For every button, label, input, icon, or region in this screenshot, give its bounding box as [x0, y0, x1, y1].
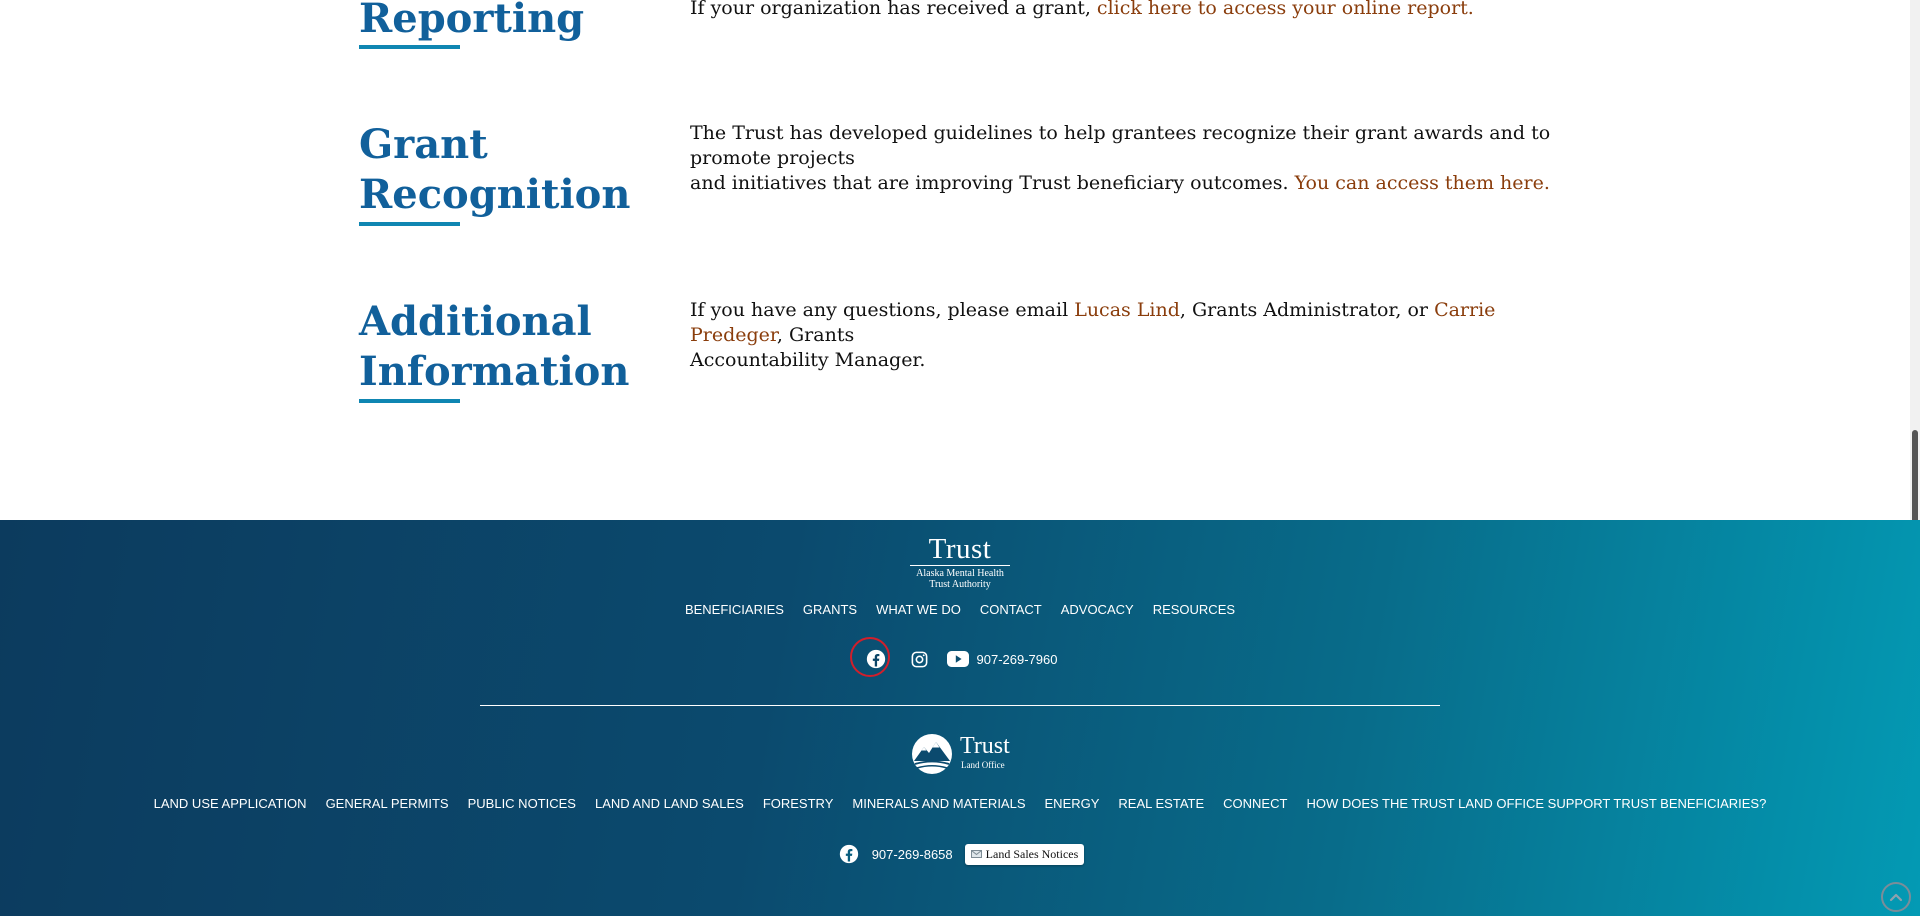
body-text: , Grants Administrator, or: [1179, 299, 1429, 321]
instagram-icon: [910, 650, 929, 669]
nav-land-use-application[interactable]: LAND USE APPLICATION: [153, 796, 307, 811]
chevron-up-icon: [1889, 892, 1903, 902]
trust-land-office-logo[interactable]: [910, 733, 1020, 775]
section-body-reporting: [690, 0, 1540, 21]
youtube-icon: [946, 650, 970, 668]
youtube-link[interactable]: [945, 646, 971, 672]
guidelines-link[interactable]: You can access them here.: [1294, 172, 1550, 194]
nav-general-permits[interactable]: GENERAL PERMITS: [325, 796, 449, 811]
facebook-icon: [839, 844, 859, 864]
title-line-1: Grant: [359, 121, 488, 168]
section-title-additional-information: [359, 297, 629, 397]
title-underline: [359, 45, 460, 49]
body-line-2: and initiatives that are improving Trust beneficiary outcomes.: [690, 172, 1289, 194]
title-line-1: Additional: [359, 298, 592, 345]
body-text: If you have any questions, please email: [690, 299, 1069, 321]
section-title-reporting: Reporting: [359, 0, 585, 42]
body-line-1: The Trust has developed guidelines to help grantees recognize their grant awards and to promote projects: [690, 122, 1551, 169]
section-body-grant-recognition: [690, 121, 1570, 196]
online-report-link[interactable]: click here to access your online report.: [1096, 0, 1474, 19]
email-lucas-lind-link[interactable]: Lucas Lind: [1074, 299, 1180, 321]
scroll-to-top-button[interactable]: [1881, 882, 1911, 912]
land-phone-number[interactable]: 907-269-8658: [871, 846, 953, 862]
email-carrie-predeger-link[interactable]: Carrie Predeger: [690, 299, 1496, 346]
nav-what-we-do[interactable]: WHAT WE DO: [876, 602, 961, 617]
title-line-2: Information: [359, 348, 630, 395]
nav-forestry[interactable]: FORESTRY: [762, 796, 834, 811]
title-line-2: Recognition: [359, 171, 631, 218]
site-footer: [0, 520, 1920, 916]
section-body-additional-information: [690, 298, 1570, 373]
trust-logo-subtitle: Trust Authority: [929, 579, 991, 590]
instagram-link[interactable]: [907, 646, 933, 672]
title-underline: [359, 399, 460, 403]
body-text: , Grants: [776, 324, 855, 346]
nav-contact[interactable]: CONTACT: [979, 602, 1042, 617]
trust-logo[interactable]: [0, 534, 1920, 590]
nav-grants[interactable]: GRANTS: [802, 602, 858, 617]
footer-divider: [480, 705, 1440, 706]
nav-advocacy[interactable]: ADVOCACY: [1060, 602, 1134, 617]
nav-beneficiaries[interactable]: BENEFICIARIES: [684, 602, 784, 617]
nav-how-tlo-supports-beneficiaries[interactable]: HOW DOES THE TRUST LAND OFFICE SUPPORT TRUST BENEFICIARIES?: [1306, 796, 1767, 811]
body-text: Accountability Manager.: [690, 349, 926, 371]
footer-land-social-row: [0, 839, 1920, 869]
land-logo-subtitle: Land Office: [961, 760, 1005, 770]
footer-land-nav: [0, 796, 1920, 811]
land-sales-notices-label: Land Sales Notices: [985, 846, 1079, 861]
nav-resources[interactable]: RESOURCES: [1152, 602, 1236, 617]
nav-energy[interactable]: ENERGY: [1044, 796, 1100, 811]
footer-social-row: [0, 644, 1920, 674]
main-phone-number[interactable]: 907-269-7960: [976, 651, 1058, 667]
title-underline: [359, 222, 460, 226]
nav-land-and-land-sales[interactable]: LAND AND LAND SALES: [594, 796, 744, 811]
section-title-grant-recognition: [359, 120, 630, 220]
logo-rule: [910, 565, 1010, 566]
nav-connect[interactable]: CONNECT: [1223, 796, 1288, 811]
mountain-logo-icon: [910, 733, 954, 775]
land-facebook-link[interactable]: [836, 841, 862, 867]
trust-logo-title: Trust: [928, 533, 992, 565]
land-sales-notices-button[interactable]: [965, 844, 1085, 865]
nav-real-estate[interactable]: REAL ESTATE: [1118, 796, 1205, 811]
envelope-icon: [971, 850, 982, 858]
land-logo-title: Trust: [960, 733, 1010, 759]
nav-minerals-and-materials[interactable]: MINERALS AND MATERIALS: [852, 796, 1026, 811]
trust-logo-subtitle: Alaska Mental Health: [916, 568, 1004, 579]
nav-public-notices[interactable]: PUBLIC NOTICES: [467, 796, 576, 811]
focus-highlight-ring: [850, 637, 890, 677]
footer-main-nav: [0, 602, 1920, 617]
body-text: If your organization has received a grant,: [690, 0, 1091, 19]
